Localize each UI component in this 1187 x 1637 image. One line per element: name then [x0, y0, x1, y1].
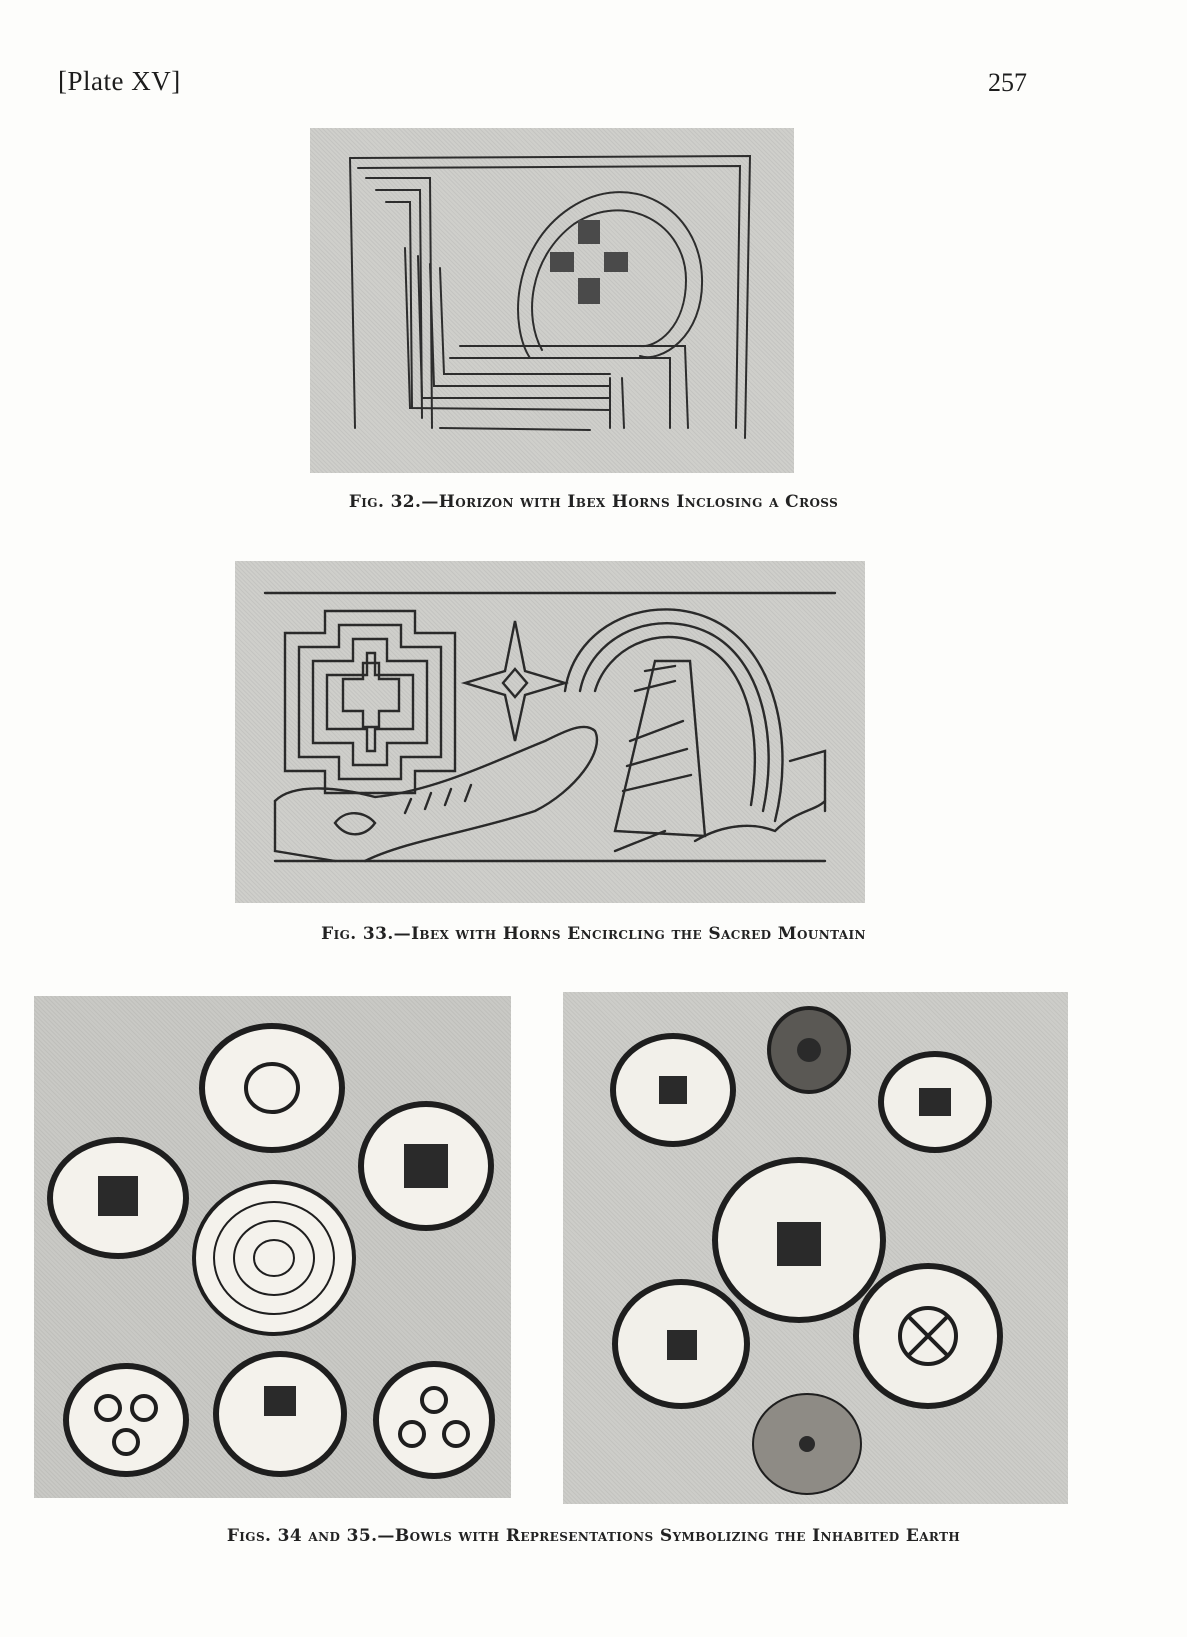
page-number: 257 [988, 68, 1027, 97]
figure-34-image [34, 996, 511, 1498]
bowls-photo-right [563, 992, 1068, 1504]
figure-33-caption: Fig. 33.—Ibex with Horns Encircling the Sacred Mountain [321, 924, 866, 944]
figure-33-image [235, 561, 865, 903]
bowls-photo-left [34, 996, 511, 1498]
figures-34-35-caption: Figs. 34 and 35.—Bowls with Representations Symbolizing the Inhabited Earth [226, 1526, 961, 1546]
figure-32-caption: Fig. 32.—Horizon with Ibex Horns Inclosing a Cross [348, 492, 839, 512]
figure-32-image [310, 128, 794, 473]
horizon-ibex-horns-drawing [310, 128, 794, 473]
plate-label: [Plate XV] [58, 66, 181, 96]
ibex-sacred-mountain-drawing [235, 561, 865, 903]
figure-35-image [563, 992, 1068, 1504]
